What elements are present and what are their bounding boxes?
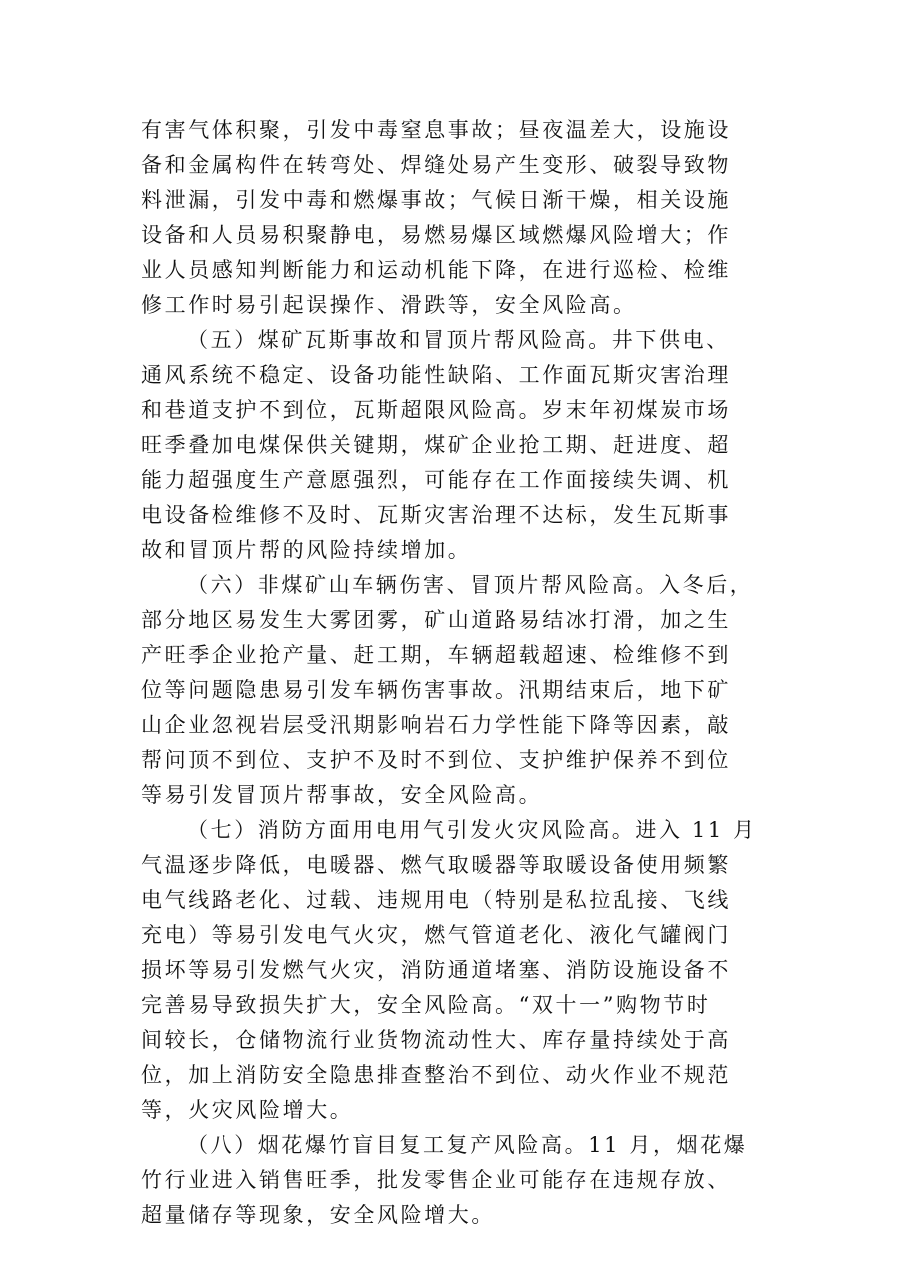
text-line: 产旺季企业抢产量、赶工期，车辆超载超速、检维修不到 bbox=[141, 643, 731, 667]
text-line: 能力超强度生产意愿强烈，可能存在工作面接续失调、机 bbox=[141, 468, 731, 492]
text-line: 部分地区易发生大雾团雾，矿山道路易结冰打滑，加之生 bbox=[141, 608, 731, 632]
text-line: 竹行业进入销售旺季，批发零售企业可能存在违规存放、 bbox=[141, 1168, 731, 1192]
text-line: 通风系统不稳定、设备功能性缺陷、工作面瓦斯灾害治理 bbox=[141, 363, 731, 387]
text-line: 损坏等易引发燃气火灾，消防通道堵塞、消防设施设备不 bbox=[141, 958, 731, 982]
text-line: 电气线路老化、过载、违规用电（特别是私拉乱接、飞线 bbox=[141, 888, 731, 912]
text-line: 充电）等易引发电气火灾，燃气管道老化、液化气罐阀门 bbox=[141, 923, 731, 947]
text-line: 间较长，仓储物流行业货物流动性大、库存量持续处于高 bbox=[141, 1028, 731, 1052]
text-line: 超量储存等现象，安全风险增大。 bbox=[141, 1203, 495, 1227]
text-line: 帮问顶不到位、支护不及时不到位、支护维护保养不到位 bbox=[141, 748, 731, 772]
text-line: 位，加上消防安全隐患排查整治不到位、动火作业不规范 bbox=[141, 1063, 731, 1087]
text-line: 等，火灾风险增大。 bbox=[141, 1098, 354, 1122]
text-line: 山企业忽视岩层受汛期影响岩石力学性能下降等因素，敲 bbox=[141, 713, 731, 737]
text-line: 有害气体积聚，引发中毒窒息事故；昼夜温差大，设施设 bbox=[141, 118, 731, 142]
text-line: 故和冒顶片帮的风险持续增加。 bbox=[141, 538, 472, 562]
section-heading-line: （六）非煤矿山车辆伤害、冒顶片帮风险高。入冬后， bbox=[187, 573, 754, 597]
text-line: 业人员感知判断能力和运动机能下降，在进行巡检、检维 bbox=[141, 258, 731, 282]
text-line: 电设备检维修不及时、瓦斯灾害治理不达标，发生瓦斯事 bbox=[141, 503, 731, 527]
text-line: 等易引发冒顶片帮事故，安全风险高。 bbox=[141, 783, 543, 807]
section-heading-line: （五）煤矿瓦斯事故和冒顶片帮风险高。井下供电、 bbox=[187, 328, 730, 352]
document-body bbox=[141, 113, 783, 1233]
section-heading-line: （八）烟花爆竹盲目复工复产风险高。11 月，烟花爆 bbox=[187, 1133, 748, 1157]
section-heading-line: （七）消防方面用电用气引发火灾风险高。进入 11 月 bbox=[187, 818, 757, 842]
text-line: 气温逐步降低，电暖器、燃气取暖器等取暖设备使用频繁 bbox=[141, 853, 731, 877]
text-line: 料泄漏，引发中毒和燃爆事故；气候日渐干燥，相关设施 bbox=[141, 188, 731, 212]
text-line: 位等问题隐患易引发车辆伤害事故。汛期结束后，地下矿 bbox=[141, 678, 731, 702]
text-line: 备和金属构件在转弯处、焊缝处易产生变形、破裂导致物 bbox=[141, 153, 731, 177]
text-line: 完善易导致损失扩大，安全风险高。“双十一”购物节时 bbox=[141, 993, 711, 1017]
text-line: 修工作时易引起误操作、滑跌等，安全风险高。 bbox=[141, 293, 637, 317]
text-line: 和巷道支护不到位，瓦斯超限风险高。岁末年初煤炭市场 bbox=[141, 398, 731, 422]
text-line: 设备和人员易积聚静电，易燃易爆区域燃爆风险增大；作 bbox=[141, 223, 731, 247]
text-line: 旺季叠加电煤保供关键期，煤矿企业抢工期、赶进度、超 bbox=[141, 433, 731, 457]
